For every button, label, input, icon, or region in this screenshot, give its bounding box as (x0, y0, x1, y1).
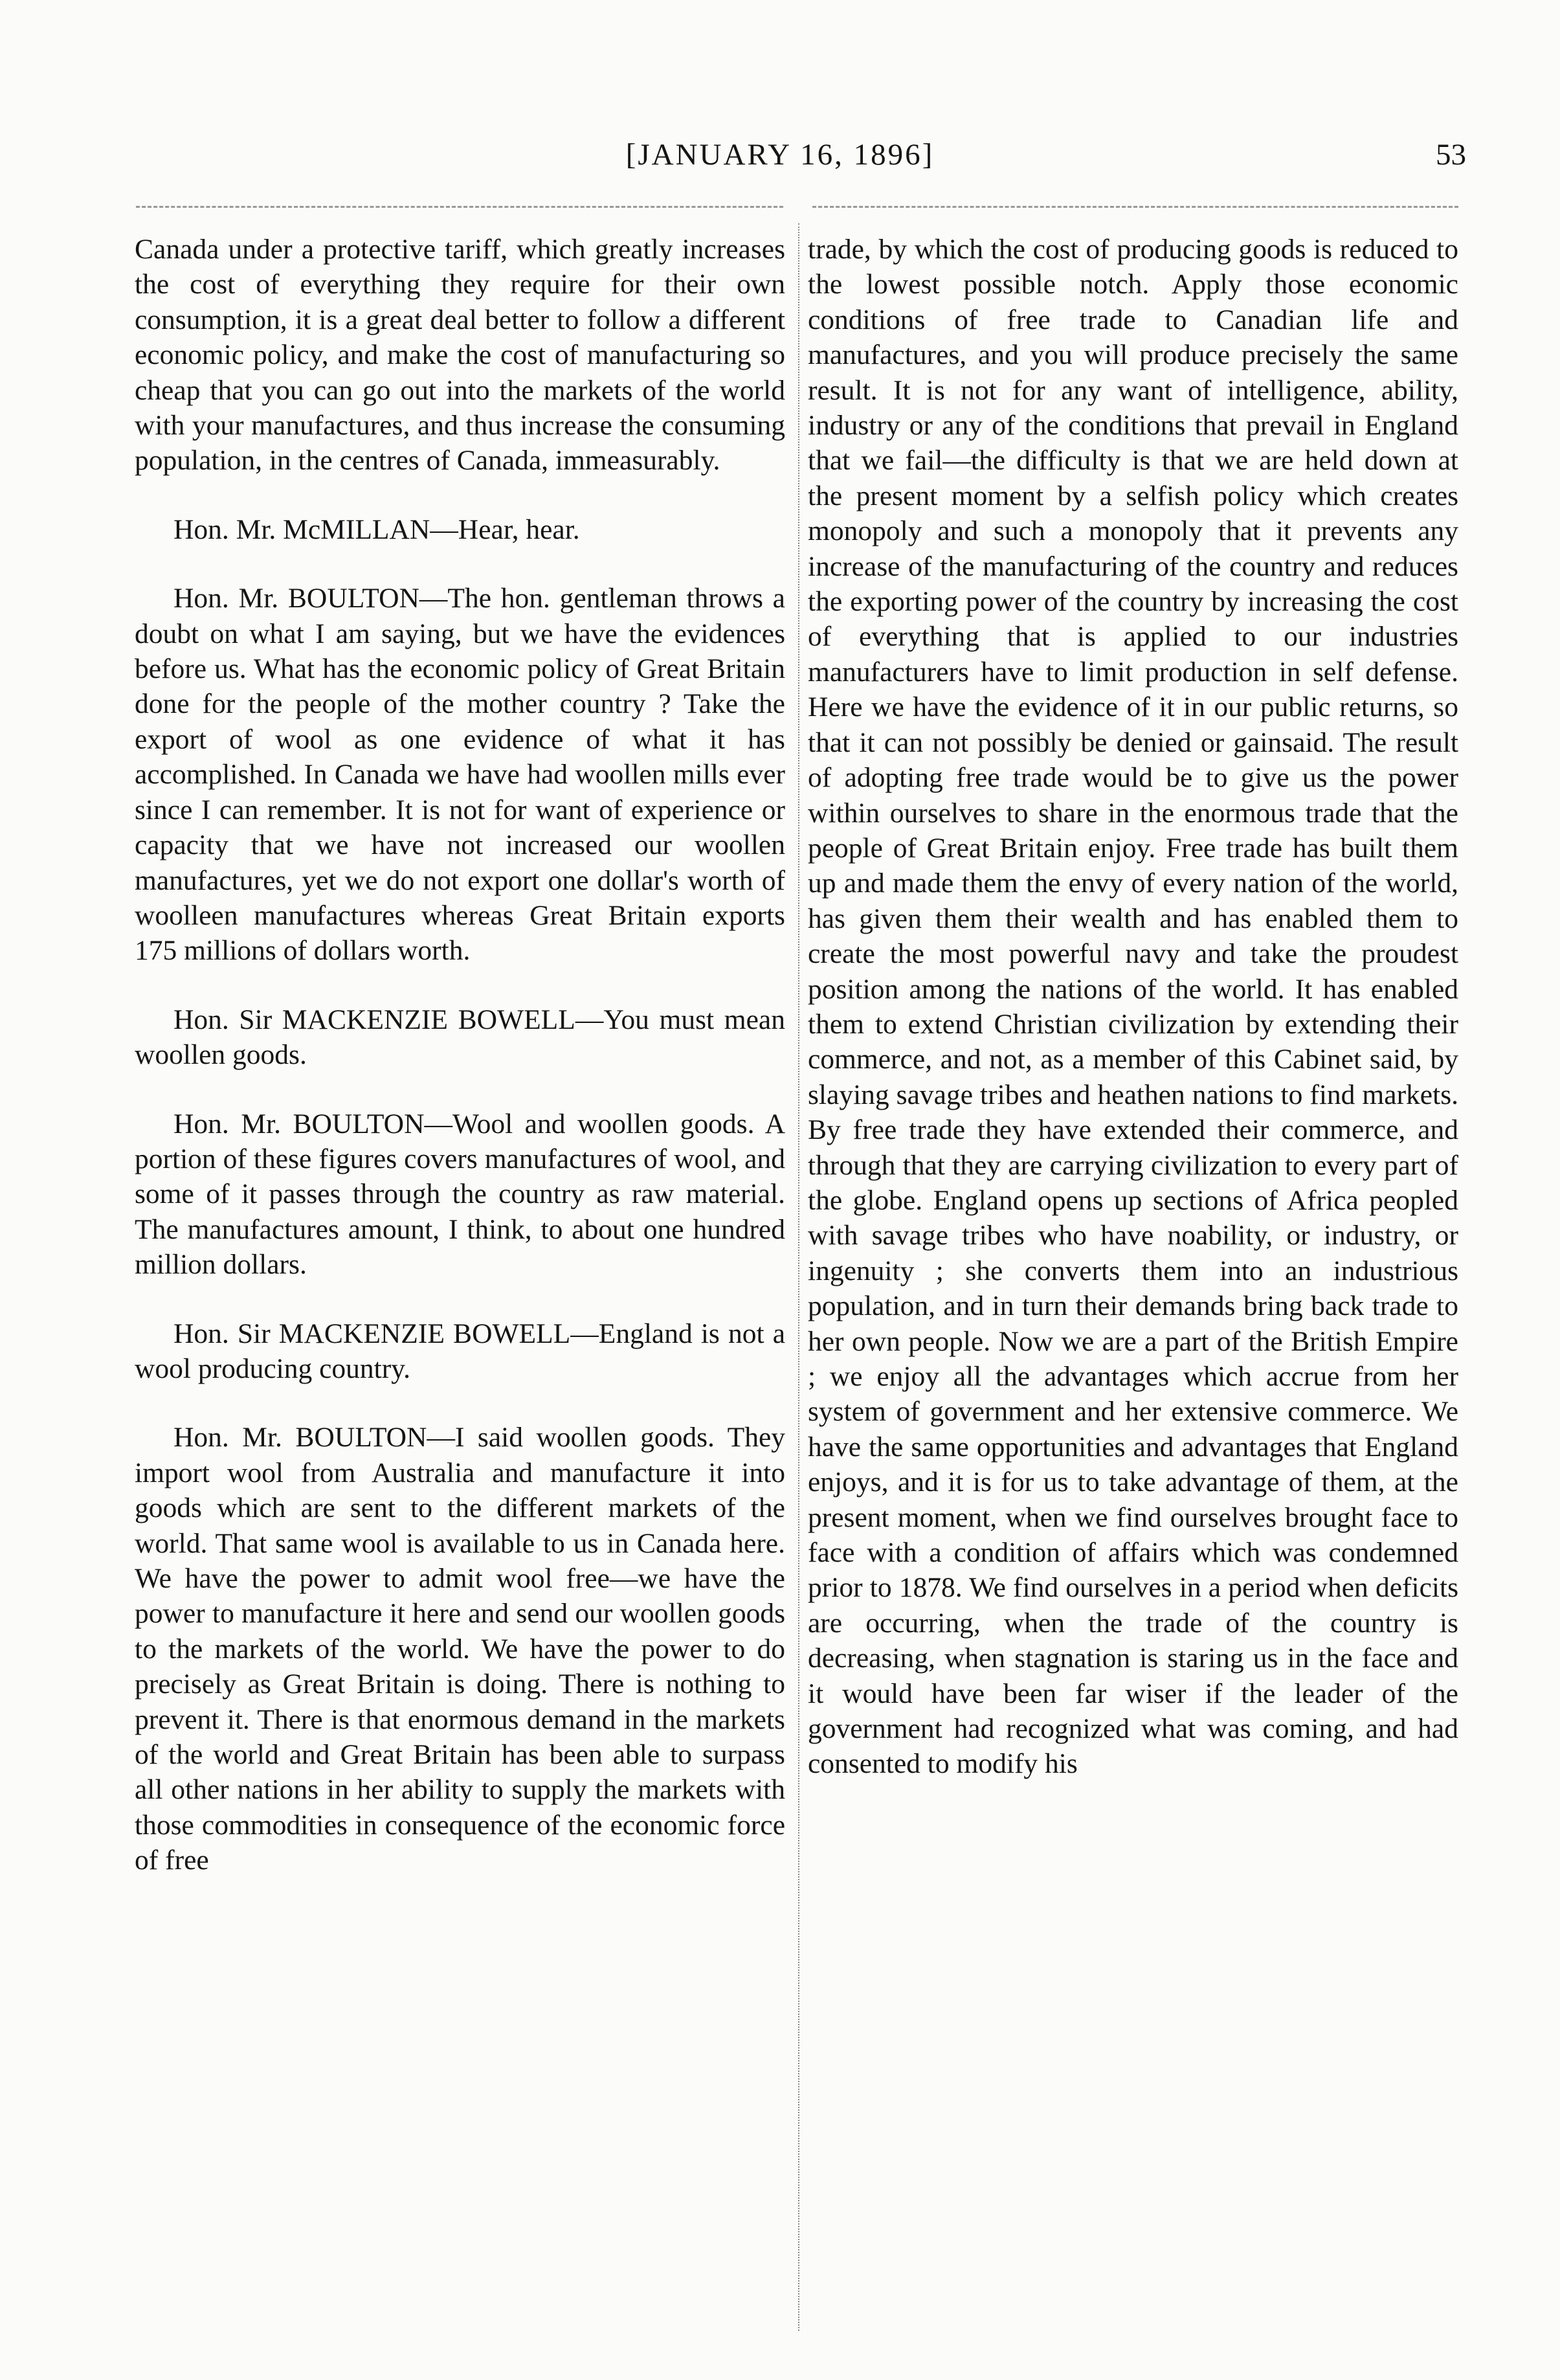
paragraph: trade, by which the cost of producing goods is reduced to the lowest possible notch. Apply those economic conditions of free trade to Canadian life and manufactures, and you will produce precisely the same result. It is not for any want of intelligence, ability, industry or any of the conditions that prevail in England that we fail—the difficulty is that we are held down at the present moment by a selfish policy which creates monopoly and such a monopoly that it prevents any increase of the manufacturing of the country and reduces the exporting power of the country by increasing the cost of everything that is applied to our industries manufacturers have to limit production in self defense. Here we have the evidence of it in our public returns, so that it can not possibly be denied or gainsaid. The result of adopting free trade would be to give us the power within ourselves to share in the enormous trade that the people of Great Britain enjoy. Free trade has built them up and made them the envy of every nation of the world, has given them their wealth and has enabled them to create the most powerful navy and take the proudest position among the nations of the world. It has enabled them to extend Christian civilization by extending their commerce, and not, as a member of this Cabinet said, by slaying savage tribes and heathen nations to find markets. By free trade they have extended their commerce, and through that they are carrying civilization to every part of the globe. England opens up sections of Africa peopled with savage tribes who have noability, or industry, or ingenuity ; she converts them into an industrious population, and in turn their demands bring back trade to her own people. Now we are a part of the British Empire ; we enjoy all the advantages which accrue from her system of government and her extensive commerce. We have the same opportunities and advantages that England enjoys, and it is for us to take advantage of them, at the present moment, when we find ourselves brought face to face with a condition of affairs which was condemned prior to 1878. We find ourselves in a period when deficits are occurring, when the trade of the country is decreasing, when stagnation is staring us in the face and it would have been far wiser if the leader of the government had recognized what was coming, and had consented to modify his (808, 234, 1458, 1780)
issue-date: [JANUARY 16, 1896] (625, 138, 935, 172)
header-rule-right (812, 206, 1458, 208)
speaker-interjection: Hon. Mr. McMILLAN—Hear, hear. (173, 513, 580, 545)
column-divider (798, 223, 799, 2331)
paragraph: Hon. Mr. BOULTON—Wool and woollen goods. A portion of these figures covers manufactures of wool, and some of it passes through the country as raw material. The manufactures amount, I think, to about one hundred million dollars. (135, 1108, 785, 1281)
right-column (808, 232, 1458, 1782)
header-rule-left (136, 206, 783, 208)
speaker-interjection: Hon. Sir MACKENZIE BOWELL—You must mean woollen goods. (135, 1004, 785, 1071)
page-number: 53 (1436, 138, 1466, 172)
paragraph: Hon. Mr. BOULTON—The hon. gentleman throws a doubt on what I am saying, but we have the evidences before us. What has the economic policy of Great Britain done for the people of the mother country ? Take the export of wool as one evidence of what it has accomplished. In Canada we have had woollen mills ever since I can remember. It is not for want of experience or capacity that we have not increased our woollen manufactures, yet we do not export one dollar's worth of woolleen manufactures whereas Great Britain exports 175 millions of dollars worth. (135, 583, 785, 967)
paragraph: Hon. Mr. BOULTON—I said woollen goods. They import wool from Australia and manufacture it into goods which are sent to the different markets of the world. That same wool is available to us in Canada here. We have the power to admit wool free—we have the power to manufacture it here and send our woollen goods to the markets of the world. We have the power to do precisely as Great Britain is doing. There is nothing to prevent it. There is that enormous demand in the markets of the world and Great Britain has been able to surpass all other nations in her ability to supply the markets with those commodities in consequence of the economic force of free (135, 1422, 785, 1876)
left-column (135, 232, 785, 1878)
page-header (0, 137, 1560, 183)
paragraph: Canada under a protective tariff, which greatly increases the cost of everything they require for their own consumption, it is a great deal better to follow a different economic policy, and make the cost of manufacturing so cheap that you can go out into the markets of the world with your manufactures, and thus increase the consuming population, in the centres of Canada, immeasurably. (135, 234, 785, 477)
speaker-interjection: Hon. Sir MACKENZIE BOWELL—England is not a wool producing country. (135, 1318, 785, 1384)
